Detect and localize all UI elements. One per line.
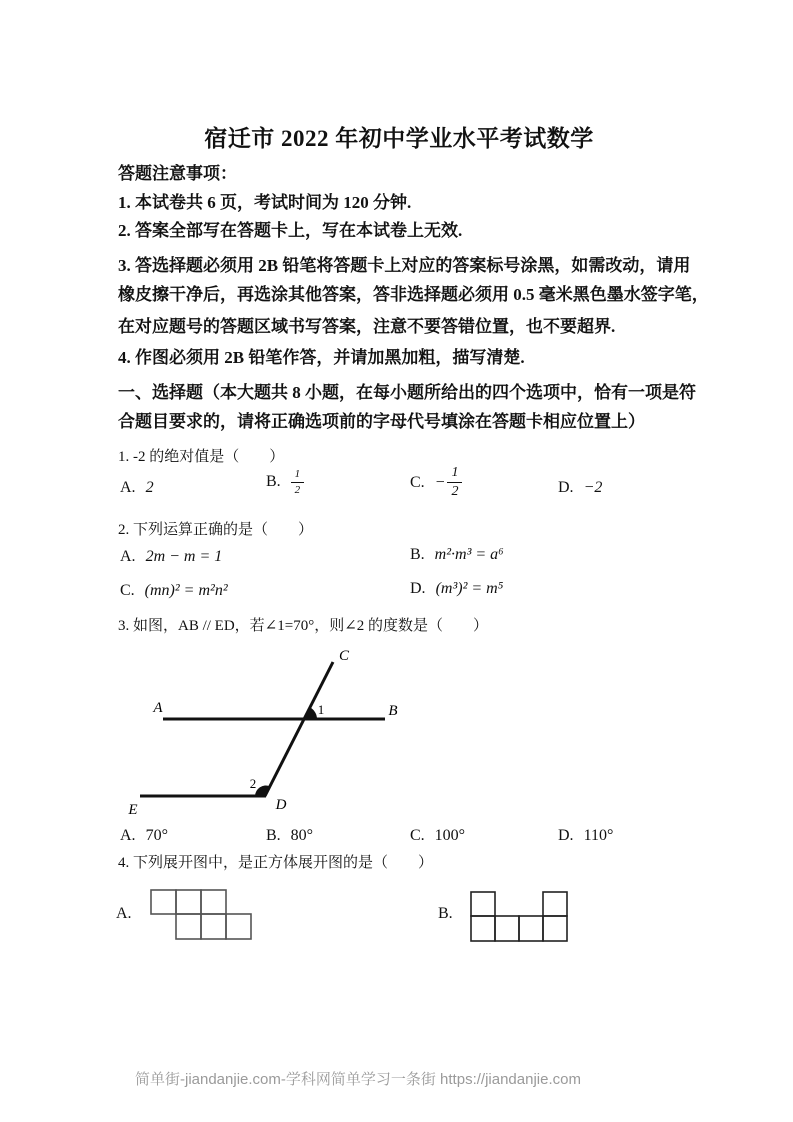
watermark-footer: 简单街-jiandanjie.com-学科网简单学习一条街 https://jiandanjie.com (135, 1071, 581, 1088)
q1-option-c-fraction (447, 465, 462, 500)
note-2: 2. 答案全部写在答题卡上，写在本试卷上无效. (118, 221, 463, 240)
note-4: 4. 作图必须用 2B 铅笔作答，并请加黑加粗，描写清楚. (118, 348, 525, 367)
fraction-denominator: 2 (294, 483, 301, 496)
q2-option-a (120, 548, 222, 566)
question-2-text: 2. 下列运算正确的是（ ） (118, 522, 314, 538)
q1-option-a-value: 2 (145, 479, 154, 496)
q1-option-d-label: D. (558, 479, 574, 496)
q1-option-b (266, 468, 304, 496)
q2-option-b-label: B. (410, 546, 425, 563)
net-a-cell (176, 914, 201, 939)
q3-option-d-label: D. (558, 827, 574, 844)
net-b-cell (495, 916, 519, 941)
q1-option-a (120, 479, 154, 497)
parallel-lines-figure (105, 642, 415, 822)
q2-option-a-value: 2m − m = 1 (145, 548, 223, 565)
net-b-cell (543, 916, 567, 941)
q4-option-a-label: A. (116, 905, 132, 922)
q3-option-c-value: 100° (434, 827, 466, 844)
q1-option-b-fraction (291, 468, 305, 496)
net-a-cell (176, 890, 201, 914)
q3-option-a (120, 827, 168, 845)
fraction-numerator: 1 (291, 468, 305, 483)
section-1-heading-line-2: 合题目要求的，请将正确选项前的字母代号填涂在答题卡相应位置上） (118, 412, 645, 431)
page-title: 宿迁市 2022 年初中学业水平考试数学 (204, 126, 594, 151)
net-a-cell (226, 914, 251, 939)
q2-option-d-value: (m³)² = m⁵ (435, 580, 504, 597)
q1-option-c-label: C. (410, 473, 425, 491)
q2-option-c-label: C. (120, 582, 135, 599)
q2-option-b (410, 546, 504, 564)
q1-option-a-label: A. (120, 479, 136, 496)
figure-label-b: B (388, 703, 398, 719)
net-a-cell (201, 890, 226, 914)
q2-option-b-value: m²·m³ = a⁶ (434, 546, 504, 563)
figure-label-d: D (275, 797, 287, 813)
note-1: 1. 本试卷共 6 页，考试时间为 120 分钟. (118, 193, 412, 212)
q2-option-d-label: D. (410, 580, 426, 597)
figure-label-e: E (128, 802, 138, 818)
net-a-cell (151, 890, 176, 914)
question-1-text: 1. -2 的绝对值是（ ） (118, 449, 285, 465)
q4-option-b-label: B. (438, 905, 453, 922)
cube-net-a (150, 889, 252, 940)
question-3-text: 3. 如图，AB // ED，若∠1=70°，则∠2 的度数是（ ） (118, 618, 489, 634)
figure-label-a: A (153, 700, 163, 716)
figure-angle-2-label: 2 (249, 776, 257, 791)
note-3-line-3: 在对应题号的答题区域书写答案，注意不要答错位置，也不要超界. (118, 317, 616, 336)
fraction-numerator: 1 (447, 465, 462, 483)
figure-label-c: C (338, 648, 350, 664)
notes-heading: 答题注意事项： (118, 164, 237, 183)
q3-option-b-label: B. (266, 827, 281, 844)
q3-option-c-label: C. (410, 827, 425, 844)
q2-option-d (410, 580, 503, 598)
note-3-line-2: 橡皮擦干净后，再选涂其他答案，答非选择题必须用 0.5 毫米黑色墨水签字笔， (118, 285, 709, 304)
section-1-heading-line-1: 一、选择题（本大题共 8 小题，在每小题所给出的四个选项中，恰有一项是符 (118, 383, 696, 402)
q2-option-c-value: (mn)² = m²n² (144, 582, 228, 599)
net-b-cell (471, 916, 495, 941)
q3-option-d-value: 110° (583, 827, 614, 844)
q3-option-c (410, 827, 465, 845)
net-b-cell (471, 892, 495, 916)
minus-sign: − (434, 473, 446, 491)
net-b-cell (519, 916, 543, 941)
net-a-cell (201, 914, 226, 939)
q2-option-c (120, 582, 228, 600)
q3-option-a-value: 70° (145, 827, 168, 844)
cube-net-b (470, 891, 570, 942)
q2-option-a-label: A. (120, 548, 136, 565)
q1-option-d (558, 479, 602, 497)
line-cd-transversal (265, 662, 333, 796)
figure-angle-1-label: 1 (317, 702, 325, 717)
note-3-line-1: 3. 答选择题必须用 2B 铅笔将答题卡上对应的答案标号涂黑，如需改动，请用 (118, 256, 691, 275)
q1-option-b-label: B. (266, 473, 281, 491)
net-b-cell (543, 892, 567, 916)
q3-option-d (558, 827, 613, 845)
q3-option-b-value: 80° (290, 827, 314, 844)
q1-option-d-value: −2 (583, 479, 603, 496)
question-4-text: 4. 下列展开图中，是正方体展开图的是（ ） (118, 855, 434, 871)
fraction-denominator: 2 (451, 484, 459, 500)
q3-option-b (266, 827, 313, 845)
q3-option-a-label: A. (120, 827, 136, 844)
q1-option-c (410, 465, 462, 500)
